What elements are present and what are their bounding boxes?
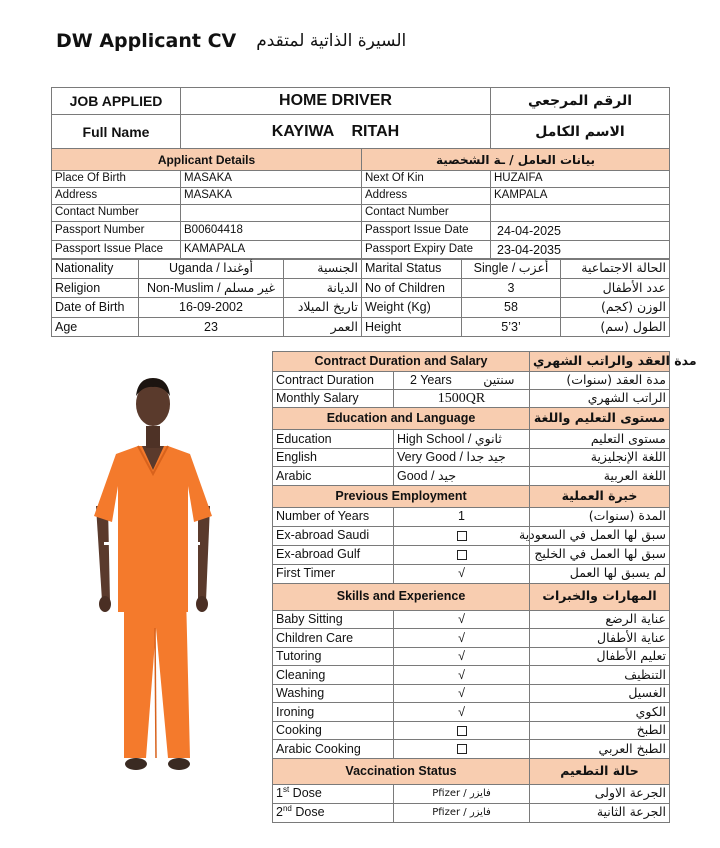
personal-label: Marital Status	[362, 259, 462, 279]
personal-label-ar: الديانة	[284, 278, 362, 298]
vaccination-title-ar: حالة التطعيم	[530, 758, 670, 784]
job-applied-ar: الرقم المرجعي	[491, 88, 670, 115]
personal-value: 3	[462, 278, 561, 298]
table-row	[273, 430, 670, 449]
skills-title-ar: المهارات والخبرات	[530, 583, 670, 610]
table-row	[52, 222, 670, 241]
employment-title-en: Previous Employment	[273, 485, 530, 507]
check-mark-icon: √	[394, 703, 530, 722]
info-label: Address	[52, 188, 181, 205]
checkbox-empty-icon	[457, 550, 467, 560]
table-row	[52, 205, 670, 222]
personal-value: Non-Muslim / غير مسلم	[139, 278, 284, 298]
skill-label-ar: التنظيف	[530, 666, 670, 685]
vaccination-title-en: Vaccination Status	[273, 758, 530, 784]
personal-label: Height	[362, 317, 462, 337]
personal-label: Weight (Kg)	[362, 298, 462, 318]
skill-label-ar: تعليم الأطفال	[530, 647, 670, 666]
check-mark-icon: √	[394, 684, 530, 703]
left-foot	[125, 758, 147, 770]
education-section-header	[273, 408, 670, 430]
info-label: Passport Expiry Date	[362, 241, 491, 260]
personal-value: Single / أعزب	[462, 259, 561, 279]
info-value	[181, 205, 362, 222]
education-value: High School / ثانوي	[394, 430, 530, 449]
dose-label	[273, 803, 394, 822]
table-row	[273, 545, 670, 564]
table-row	[52, 171, 670, 188]
employment-value: 1	[394, 507, 530, 526]
contract-title-en: Contract Duration and Salary	[273, 352, 530, 372]
table-row	[52, 317, 670, 337]
info-value: KAMPALA	[491, 188, 670, 205]
education-label-ar: اللغة الإنجليزية	[530, 448, 670, 467]
dose-word: Dose	[295, 805, 325, 820]
info-label: Contact Number	[362, 205, 491, 222]
check-mark-icon: √	[394, 610, 530, 629]
table-row	[52, 188, 670, 205]
table-row	[273, 803, 670, 822]
employment-label-ar: سبق لها العمل في السعودية	[530, 526, 670, 545]
info-label: Contact Number	[52, 205, 181, 222]
education-value: Very Good / جيد جدا	[394, 448, 530, 467]
education-label: English	[273, 448, 394, 467]
title-ar: السيرة الذاتية لمتقدم	[256, 31, 407, 51]
dose-word: Dose	[292, 786, 322, 801]
education-label-ar: مستوى التعليم	[530, 430, 670, 449]
personal-label-ar: العمر	[284, 317, 362, 337]
info-value	[491, 205, 670, 222]
personal-value: 16-09-2002	[139, 298, 284, 318]
table-row	[52, 298, 670, 318]
cv-details-table	[272, 351, 697, 823]
applicant-photo	[88, 366, 218, 778]
applicant-details-table	[51, 87, 670, 171]
personal-label: Age	[52, 317, 139, 337]
dose-label-ar: الجرعة الثانية	[530, 803, 670, 822]
info-label: Passport Issue Date	[362, 222, 491, 241]
contract-label-ar: مدة العقد (سنوات)	[530, 372, 670, 390]
employment-title-ar: خبرة العملية	[530, 485, 670, 507]
table-row	[52, 241, 670, 260]
contract-value	[394, 372, 530, 390]
skill-value	[394, 740, 530, 759]
table-row	[273, 721, 670, 740]
employment-label: Number of Years	[273, 507, 394, 526]
personal-details-table	[51, 258, 670, 337]
checkbox-empty-icon	[457, 531, 467, 541]
skill-label-ar: الطبخ	[530, 721, 670, 740]
check-mark-icon: √	[394, 564, 530, 583]
contract-label-ar: الراتب الشهري	[530, 390, 670, 408]
employment-value	[394, 545, 530, 564]
table-row	[52, 278, 670, 298]
vaccination-section-header	[273, 758, 670, 784]
shirt	[94, 446, 212, 612]
skill-label: Arabic Cooking	[273, 740, 394, 759]
table-row	[273, 647, 670, 666]
job-applied-value: HOME DRIVER	[181, 88, 491, 115]
dose-number: 1	[276, 786, 283, 801]
info-value: B00604418	[181, 222, 362, 241]
employment-section-header	[273, 485, 670, 507]
checkbox-empty-icon	[457, 744, 467, 754]
employment-label-ar: المدة (سنوات)	[530, 507, 670, 526]
skill-label: Children Care	[273, 629, 394, 648]
table-row	[273, 684, 670, 703]
personal-label-ar: الجنسية	[284, 259, 362, 279]
skill-label: Tutoring	[273, 647, 394, 666]
info-value: 23-04-2035	[491, 241, 670, 260]
right-foot	[168, 758, 190, 770]
personal-value: Uganda / أوغندا	[139, 259, 284, 279]
check-mark-icon: √	[394, 647, 530, 666]
contract-label: Contract Duration	[273, 372, 394, 390]
education-value: Good / جيد	[394, 467, 530, 486]
table-row	[273, 467, 670, 486]
table-row	[273, 372, 670, 390]
personal-label-ar: الوزن (كجم)	[561, 298, 670, 318]
personal-label: Religion	[52, 278, 139, 298]
education-title-ar: مستوى التعليم واللغة	[530, 408, 670, 430]
vaccine-value: Pfizer / فايزر	[394, 784, 530, 803]
employment-label-ar: لم يسبق لها العمل	[530, 564, 670, 583]
full-name-value: KAYIWA RITAH	[181, 115, 491, 149]
skill-label-ar: الغسيل	[530, 684, 670, 703]
table-row	[273, 784, 670, 803]
dose-label-ar: الجرعة الاولى	[530, 784, 670, 803]
info-value: MASAKA	[181, 171, 362, 188]
table-row	[273, 740, 670, 759]
info-label: Place Of Birth	[52, 171, 181, 188]
title-en: DW Applicant CV	[56, 30, 237, 52]
education-label-ar: اللغة العربية	[530, 467, 670, 486]
document-header	[56, 26, 406, 56]
dose-label	[273, 784, 394, 803]
education-title-en: Education and Language	[273, 408, 530, 430]
applicant-title-en: Applicant Details	[52, 149, 362, 171]
info-label: Passport Issue Place	[52, 241, 181, 260]
dose-number: 2	[276, 805, 283, 820]
applicant-section-header	[52, 149, 670, 171]
employment-label: Ex-abroad Gulf	[273, 545, 394, 564]
skills-section-header	[273, 583, 670, 610]
table-row	[273, 703, 670, 722]
right-arm	[198, 506, 210, 601]
info-value: KAMAPALA	[181, 241, 362, 260]
full-name-ar: الاسم الكامل	[491, 115, 670, 149]
skill-label: Cleaning	[273, 666, 394, 685]
contract-title-ar: مدة العقد والراتب الشهري	[530, 352, 670, 372]
skill-value	[394, 721, 530, 740]
employment-value	[394, 526, 530, 545]
skill-label-ar: عناية الرضع	[530, 610, 670, 629]
skill-label: Baby Sitting	[273, 610, 394, 629]
personal-label-ar: تاريخ الميلاد	[284, 298, 362, 318]
contract-section-header	[273, 352, 670, 372]
skill-label-ar: الكوي	[530, 703, 670, 722]
applicant-title-ar: بيانات العامل / ـة الشخصية	[362, 149, 670, 171]
table-row	[273, 666, 670, 685]
table-row	[273, 390, 670, 408]
table-row	[273, 526, 670, 545]
personal-label-ar: عدد الأطفال	[561, 278, 670, 298]
skill-label: Cooking	[273, 721, 394, 740]
employment-label-ar: سبق لها العمل في الخليج	[530, 545, 670, 564]
skill-label-ar: عناية الأطفال	[530, 629, 670, 648]
education-label: Arabic	[273, 467, 394, 486]
check-mark-icon: √	[394, 629, 530, 648]
skills-title-en: Skills and Experience	[273, 583, 530, 610]
skill-label: Washing	[273, 684, 394, 703]
trousers	[124, 594, 190, 758]
applicant-info-table	[51, 170, 670, 260]
personal-value: 58	[462, 298, 561, 318]
personal-label: Date of Birth	[52, 298, 139, 318]
info-value: HUZAIFA	[491, 171, 670, 188]
personal-label: No of Children	[362, 278, 462, 298]
personal-value: 23	[139, 317, 284, 337]
job-applied-label: JOB APPLIED	[52, 88, 181, 115]
contract-value-en: 2 Years	[410, 373, 452, 388]
contract-value-ar: سنتين	[483, 372, 515, 388]
dose-suffix: nd	[282, 804, 292, 814]
info-value: MASAKA	[181, 188, 362, 205]
info-label: Address	[362, 188, 491, 205]
table-row	[52, 259, 670, 279]
personal-label-ar: الطول (سم)	[561, 317, 670, 337]
table-row	[273, 564, 670, 583]
personal-value: 5’3’	[462, 317, 561, 337]
info-value: 24-04-2025	[491, 222, 670, 241]
personal-label-ar: الحالة الاجتماعية	[561, 259, 670, 279]
check-mark-icon: √	[394, 666, 530, 685]
skill-label: Ironing	[273, 703, 394, 722]
table-row	[273, 448, 670, 467]
vaccine-value: Pfizer / فايزر	[394, 803, 530, 822]
employment-label: First Timer	[273, 564, 394, 583]
skill-label-ar: الطبخ العربي	[530, 740, 670, 759]
table-row	[273, 610, 670, 629]
personal-label: Nationality	[52, 259, 139, 279]
education-label: Education	[273, 430, 394, 449]
contract-label: Monthly Salary	[273, 390, 394, 408]
info-label: Next Of Kin	[362, 171, 491, 188]
checkbox-empty-icon	[457, 726, 467, 736]
employment-label: Ex-abroad Saudi	[273, 526, 394, 545]
full-name-label: Full Name	[52, 115, 181, 149]
dose-suffix: st	[282, 785, 290, 795]
contract-value: 1500QR	[394, 390, 530, 408]
table-row	[273, 629, 670, 648]
info-label: Passport Number	[52, 222, 181, 241]
table-row	[273, 507, 670, 526]
